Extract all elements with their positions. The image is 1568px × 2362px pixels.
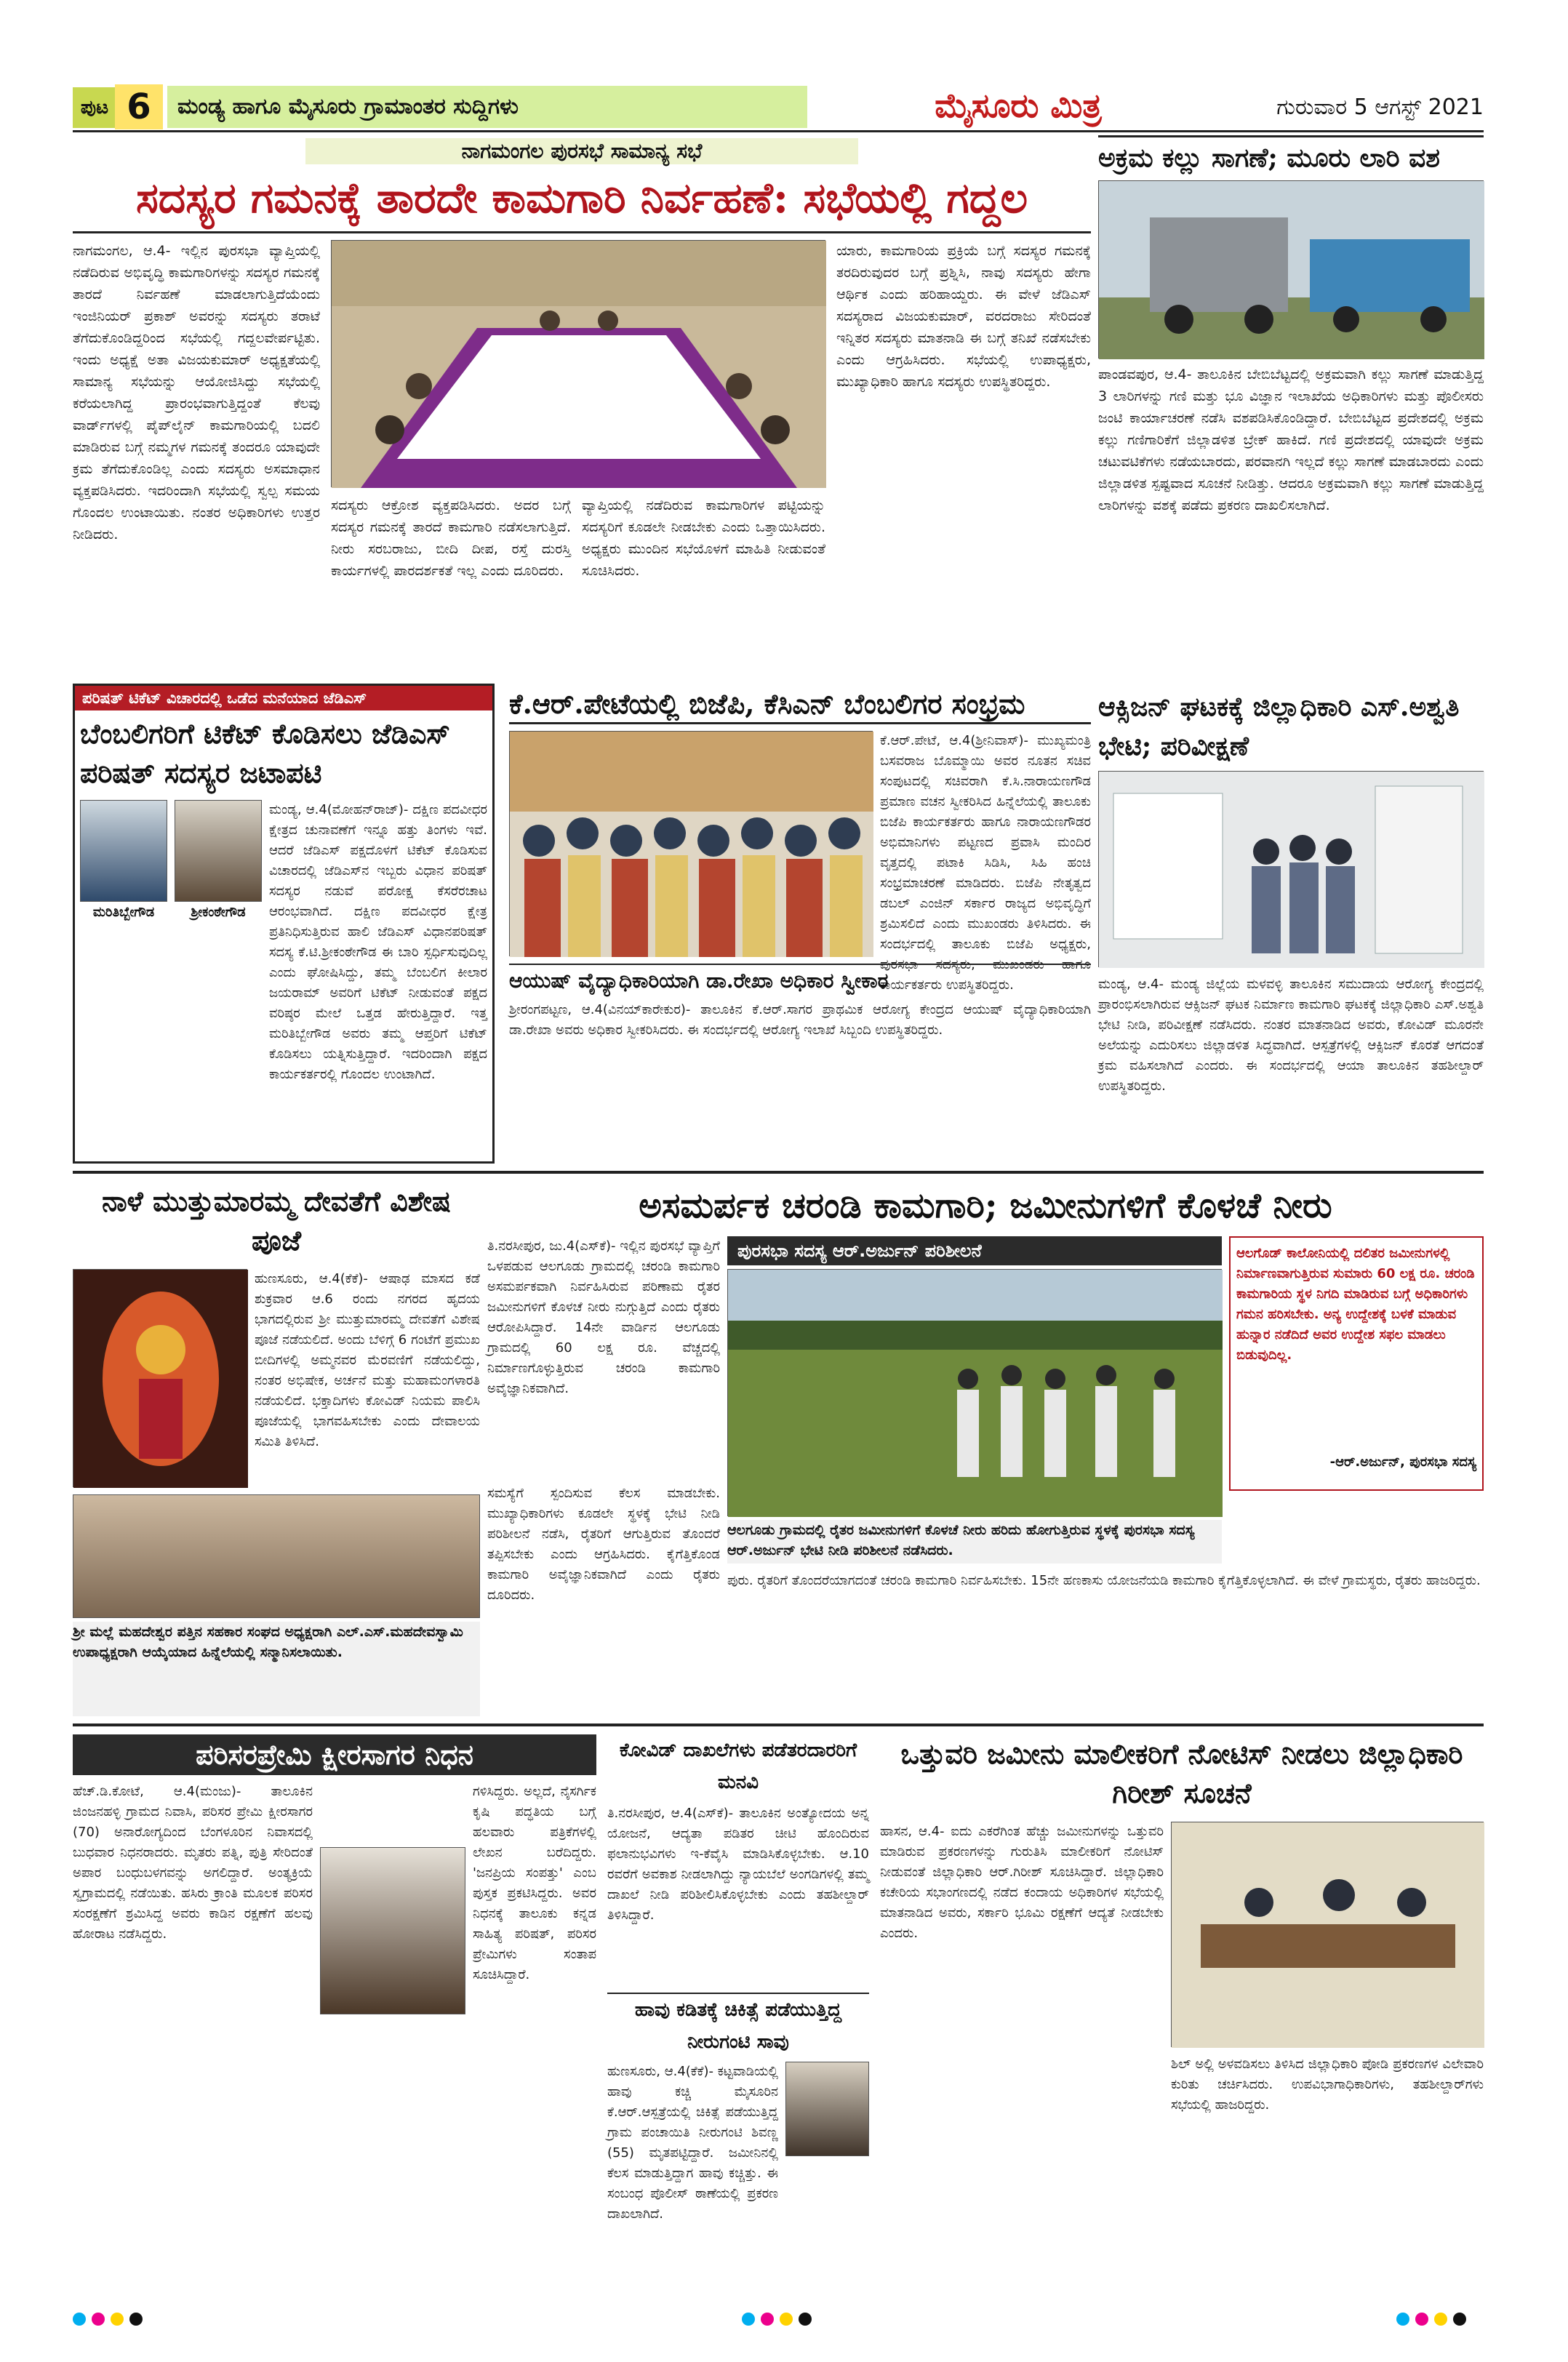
ayush-headline: ಆಯುಷ್ ವೈದ್ಯಾಧಿಕಾರಿಯಾಗಿ ಡಾ.ರೇಖಾ ಅಧಿಕಾರ ಸ್ವೀಕಾರ <box>509 964 1091 996</box>
goddess-photo <box>73 1269 247 1487</box>
kovid-body: ತಿ.ನರಸೀಪುರ, ಆ.4(ಎಸ್‌ಕೆ)- ತಾಲೂಕಿನ ಅಂತ್ಯೋದಯ ಅನ್ನ ಯೋಜನೆ, ಆದ್ಯತಾ ಪಡಿತರ ಚೀಟಿ ಹೊಂದಿರುವ ಫಲಾನುಭವಿಗಳು ಇ-ಕೆವೈಸಿ ಮಾಡಿಸಿಕೊಳ್ಳಬೇಕು. ಆ.10 ರವರೆಗೆ ಅವಕಾಶ ನೀಡಲಾಗಿದ್ದು ನ್ಯಾಯಬೆಲೆ ಅಂಗಡಿಗಳಲ್ಲಿ ತಮ್ಮ ದಾಖಲೆ ನೀಡಿ ಪರಿಶೀಲಿಸಿಕೊಳ್ಳಬೇಕು ಎಂದು ತಹಶೀಲ್ದಾರ್ ತಿಳಿಸಿದ್ದಾರೆ. <box>607 1806 869 1923</box>
drain-quote: ಆಲಗೊಡ್ ಕಾಲೋನಿಯಲ್ಲಿ ದಲಿತರ ಜಮೀನುಗಳಲ್ಲಿ ನಿರ್ಮಾಣವಾಗುತ್ತಿರುವ ಸುಮಾರು 60 ಲಕ್ಷ ರೂ. ಚರಂಡಿ ಕಾಮಗಾರಿಯ ಸ್ಥಳ ನಿಗದಿ ಮಾಡಿರುವ ಬಗ್ಗೆ ಅಧಿಕಾರಿಗಳು ಗಮನ ಹರಿಸಬೇಕು. ಅನ್ಯ ಉದ್ದೇಶಕ್ಕೆ ಬಳಕೆ ಮಾಡುವ ಹುನ್ನಾರ ನಡೆದಿದೆ ಅವರ ಉದ್ದೇಶ ಸಫಲ ಮಾಡಲು ಬಿಡುವುದಿಲ್ಲ. <box>1236 1246 1475 1363</box>
celebration-crowd-image <box>510 732 873 957</box>
portrait-2 <box>175 800 262 902</box>
meeting-hall-image <box>332 241 826 488</box>
drain-photo-caption: ಆಲಗೂಡು ಗ್ರಾಮದಲ್ಲಿ ರೈತರ ಜಮೀನುಗಳಿಗೆ ಕೊಳಚೆ ನೀರು ಹರಿದು ಹೋಗುತ್ತಿರುವ ಸ್ಥಳಕ್ಕೆ ಪುರಸಭಾ ಸದಸ್ಯ ಆರ್.ಅರ್ಜುನ್ ಭೇಟಿ ನೀಡಿ ಪರಿಶೀಲನೆ ನಡೆಸಿದರು. <box>727 1520 1222 1564</box>
drain-quote-box <box>1229 1236 1484 1491</box>
notice-photo <box>1171 1822 1484 2047</box>
lead-col1: ನಾಗಮಂಗಲ, ಆ.4- ಇಲ್ಲಿನ ಪುರಸಭಾ ವ್ಯಾಪ್ತಿಯಲ್ಲಿ ನಡೆದಿರುವ ಅಭಿವೃದ್ಧಿ ಕಾಮಗಾರಿಗಳನ್ನು ಸದಸ್ಯರ ಗಮನಕ್ಕೆ ತಾರದೆ ನಿರ್ವಹಣೆ ಮಾಡಲಾಗುತ್ತಿದೆಯೆಂದು ಇಂಜಿನಿಯರ್ ಪ್ರಕಾಶ್ ಅವರನ್ನು ಸದಸ್ಯರು ತರಾಟೆ ತೆಗೆದುಕೊಂಡಿದ್ದರಿಂದ ಸಭೆಯಲ್ಲಿ ಗದ್ದಲವೇರ್ಪಟ್ಟಿತು. ಇಂದು ಅಧ್ಯಕ್ಷೆ ಅತಾ ವಿಜಯಕುಮಾರ್ ಅಧ್ಯಕ್ಷತೆಯಲ್ಲಿ ಸಾಮಾನ್ಯ ಸಭೆಯನ್ನು ಆಯೋಜಿಸಿದ್ದು ಸಭೆಯಲ್ಲಿ ಕರೆಯಲಾಗಿದ್ದ ಪ್ರಾರಂಭವಾಗುತ್ತಿದ್ದಂತೆ ಕೆಲವು ವಾರ್ಡ್‌ಗಳಲ್ಲಿ ಪೈಪ್‌ಲೈನ್ ಕಾಮಗಾರಿಯಲ್ಲಿ ಬದಲಿ ಮಾಡಿರುವ ಬಗ್ಗೆ ನಮ್ಮಗಳ ಗಮನಕ್ಕೆ ತಂದರೂ ಯಾವುದೇ ಕ್ರಮ ತೆಗೆದುಕೊಂಡಿಲ್ಲ ಎಂದು ಸದಸ್ಯರು ಅಸಮಾಧಾನ ವ್ಯಕ್ತಪಡಿಸಿದರು. ಇದರಿಂದಾಗಿ ಸಭೆಯಲ್ಲಿ ಸ್ವಲ್ಪ ಸಮಯ ಗೊಂದಲ ಉಂಟಾಯಿತು. ನಂತರ ಅಧಿಕಾರಿಗಳು ಉತ್ತರ ನೀಡಿದರು. <box>73 243 320 543</box>
felicitation-caption: ಶ್ರೀ ಮಲ್ಲೆ ಮಹದೇಶ್ವರ ಪತ್ತಿನ ಸಹಕಾರ ಸಂಘದ ಅಧ್ಯಕ್ಷರಾಗಿ ಎಲ್.ಎಸ್.ಮಹದೇವಸ್ವಾಮಿ ಉಪಾಧ್ಯಕ್ಷರಾಗಿ ಆಯ್ಕೆಯಾದ ಹಿನ್ನೆಲೆಯಲ್ಲಿ ಸನ್ಮಾನಿಸಲಾಯಿತು. <box>73 1622 480 1716</box>
drain-quote-by: -ಆರ್.ಅರ್ಜುನ್, ಪುರಸಭಾ ಸದಸ್ಯ <box>1329 1454 1476 1470</box>
notice-body1: ಹಾಸನ, ಆ.4- ಐದು ಎಕರೆಗಿಂತ ಹೆಚ್ಚು ಜಮೀನುಗಳನ್ನು ಒತ್ತುವರಿ ಮಾಡಿರುವ ಪ್ರಕರಣಗಳನ್ನು ಗುರುತಿಸಿ ಮಾಲೀಕರಿಗೆ ನೋಟಿಸ್ ನೀಡುವಂತೆ ಜಿಲ್ಲಾಧಿಕಾರಿ ಆರ್.ಗಿರೀಶ್ ಸೂಚಿಸಿದ್ದಾರೆ. ಜಿಲ್ಲಾಧಿಕಾರಿ ಕಚೇರಿಯ ಸಭಾಂಗಣದಲ್ಲಿ ನಡೆದ ಕಂದಾಯ ಅಧಿಕಾರಿಗಳ ಸಭೆಯಲ್ಲಿ ಮಾತನಾಡಿದ ಅವರು, ಸರ್ಕಾರಿ ಭೂಮಿ ರಕ್ಷಣೆಗೆ ಆದ್ಯತೆ ನೀಡಬೇಕು ಎಂದರು. <box>880 1824 1164 1941</box>
krpete-body: ಕೆ.ಆರ್.ಪೇಟೆ, ಆ.4(ಶ್ರೀನಿವಾಸ್)- ಮುಖ್ಯಮಂತ್ರಿ ಬಸವರಾಜ ಬೊಮ್ಮಾಯಿ ಅವರ ನೂತನ ಸಚಿವ ಸಂಪುಟದಲ್ಲಿ ಸಚಿವರಾಗಿ ಕೆ.ಸಿ.ನಾರಾಯಣಗೌಡ ಪ್ರಮಾಣ ವಚನ ಸ್ವೀಕರಿಸಿದ ಹಿನ್ನೆಲೆಯಲ್ಲಿ ತಾಲೂಕು ಬಿಜೆಪಿ ಕಾರ್ಯಕರ್ತರು ಹಾಗೂ ನಾರಾಯಣಗೌಡರ ಅಭಿಮಾನಿಗಳು ಪಟ್ಟಣದ ಪ್ರವಾಸಿ ಮಂದಿರ ವೃತ್ತದಲ್ಲಿ ಪಟಾಕಿ ಸಿಡಿಸಿ, ಸಿಹಿ ಹಂಚಿ ಸಂಭ್ರಮಾಚರಣೆ ಮಾಡಿದರು. ಬಿಜೆಪಿ ನೇತೃತ್ವದ ಡಬಲ್ ಎಂಜಿನ್ ಸರ್ಕಾರ ರಾಜ್ಯದ ಅಭಿವೃದ್ಧಿಗೆ ಶ್ರಮಿಸಲಿದೆ ಎಂದು ಮುಖಂಡರು ತಿಳಿಸಿದರು. ಈ ಸಂದರ್ಭದಲ್ಲಿ ತಾಲೂಕು ಬಿಜೆಪಿ ಅಧ್ಯಕ್ಷರು, ಪುರಸಭಾ ಸದಸ್ಯರು, ಮುಖಂಡರು ಹಾಗೂ ಕಾರ್ಯಕರ್ತರು ಉಪಸ್ಥಿತರಿದ್ದರು. <box>880 733 1091 993</box>
lorry-image <box>1099 181 1484 359</box>
registration-dots-center <box>742 2313 829 2330</box>
notice-body2: ಶಿಲ್ ಅಲ್ಲಿ ಅಳವಡಿಸಲು ತಿಳಿಸಿದ ಜಿಲ್ಲಾಧಿಕಾರಿ ಪೋಡಿ ಪ್ರಕರಣಗಳ ವಿಲೇವಾರಿ ಕುರಿತು ಚರ್ಚಿಸಿದರು. ಉಪವಿಭಾಗಾಧಿಕಾರಿಗಳು, ತಹಶೀಲ್ದಾರ್‌ಗಳು ಸಭೆಯಲ್ಲಿ ಹಾಜರಿದ್ದರು. <box>1171 2057 1484 2113</box>
obit-body1: ಹೆಚ್.ಡಿ.ಕೋಟೆ, ಆ.4(ಮಂಜು)- ತಾಲೂಕಿನ ಜಿಂಜನಹಳ್ಳಿ ಗ್ರಾಮದ ನಿವಾಸಿ, ಪರಿಸರ ಪ್ರೇಮಿ ಕ್ಷೀರಸಾಗರ (70) ಅನಾರೋಗ್ಯದಿಂದ ಬೆಂಗಳೂರಿನ ನಿವಾಸದಲ್ಲಿ ಬುಧವಾರ ನಿಧನರಾದರು. ಮೃತರು ಪತ್ನಿ, ಪುತ್ರಿ ಸೇರಿದಂತೆ ಅಪಾರ ಬಂಧುಬಳಗವನ್ನು ಅಗಲಿದ್ದಾರೆ. ಅಂತ್ಯಕ್ರಿಯೆ ಸ್ವಗ್ರಾಮದಲ್ಲಿ ನಡೆಯಿತು. ಹಸಿರು ಕ್ರಾಂತಿ ಮೂಲಕ ಪರಿಸರ ಸಂರಕ್ಷಣೆಗೆ ಶ್ರಮಿಸಿದ್ದ ಅವರು ಕಾಡಿನ ರಕ್ಷಣೆಗೆ ಹಲವು ಹೋರಾಟ ನಡೆಸಿದ್ದರು. <box>73 1784 313 1942</box>
puja-headline: ನಾಳೆ ಮುತ್ತುಮಾರಮ್ಮ ದೇವತೆಗೆ ವಿಶೇಷ ಪೂಜೆ <box>102 1185 451 1257</box>
rule <box>73 1724 1484 1726</box>
portrait-1-name: ಮರಿತಿಬ್ಬೇಗೌಡ <box>92 905 155 920</box>
oxygen-body: ಮಂಡ್ಯ, ಆ.4- ಮಂಡ್ಯ ಜಿಲ್ಲೆಯ ಮಳವಳ್ಳಿ ತಾಲೂಕಿನ ಸಮುದಾಯ ಆರೋಗ್ಯ ಕೇಂದ್ರದಲ್ಲಿ ಪ್ರಾರಂಭಿಸಲಾಗಿರುವ ಆಕ್ಸಿಜನ್ ಘಟಕ ನಿರ್ಮಾಣ ಕಾಮಗಾರಿ ಘಟಕಕ್ಕೆ ಜಿಲ್ಲಾಧಿಕಾರಿ ಎಸ್.ಅಶ್ವತಿ ಭೇಟಿ ನೀಡಿ, ಪರಿವೀಕ್ಷಣೆ ನಡೆಸಿದರು. ನಂತರ ಮಾತನಾಡಿದ ಅವರು, ಕೋವಿಡ್ ಮೂರನೇ ಅಲೆಯನ್ನು ಎದುರಿಸಲು ಜಿಲ್ಲಾಡಳಿತ ಸಿದ್ಧವಾಗಿದೆ. ಆಸ್ಪತ್ರೆಗಳಲ್ಲಿ ಆಕ್ಸಿಜನ್ ಕೊರತೆ ಆಗದಂತೆ ಕ್ರಮ ವಹಿಸಲಾಗಿದೆ ಎಂದರು. ಈ ಸಂದರ್ಭದಲ್ಲಿ ಆಯಾ ತಾಲೂಕಿನ ತಹಶೀಲ್ದಾರ್ ಉಪಸ್ಥಿತರಿದ್ದರು. <box>1098 977 1484 1094</box>
jds-headline: ಬೆಂಬಲಿಗರಿಗೆ ಟಿಕೆಟ್ ಕೊಡಿಸಲು ಜೆಡಿಎಸ್ ಪರಿಷತ್ ಸದಸ್ಯರ ಜಟಾಪಟಿ <box>80 717 450 789</box>
oxygen-headline: ಆಕ್ಸಿಜನ್ ಘಟಕಕ್ಕೆ ಜಿಲ್ಲಾಧಿಕಾರಿ ಎಸ್.ಅಶ್ವತಿ ಭೇಟಿ; ಪರಿವೀಕ್ಷಣೆ <box>1098 692 1460 761</box>
section-title: ಮಂಡ್ಯ ಹಾಗೂ ಮೈಸೂರು ಗ್ರಾಮಾಂತರ ಸುದ್ದಿಗಳು <box>167 86 807 128</box>
yellow-dot <box>111 2313 124 2326</box>
obit-portrait <box>320 1847 465 2014</box>
yellow-dot <box>780 2313 793 2326</box>
rule <box>73 231 1091 233</box>
snakebite-portrait <box>785 2062 869 2156</box>
obit-headline: ಪರಿಸರಪ್ರೇಮಿ ಕ್ಷೀರಸಾಗರ ನಿಧನ <box>73 1734 596 1775</box>
lead-col2: ಸದಸ್ಯರು ಆಕ್ರೋಶ ವ್ಯಕ್ತಪಡಿಸಿದರು. ಅದರ ಬಗ್ಗೆ ಸದಸ್ಯರ ಗಮನಕ್ಕೆ ತಾರದೆ ಕಾಮಗಾರಿ ನಡೆಸಲಾಗುತ್ತಿದೆ. ನೀರು ಸರಬರಾಜು, ಬೀದಿ ದೀಪ, ರಸ್ತೆ ದುರಸ್ತಿ ಕಾರ್ಯಗಳಲ್ಲಿ ಪಾರದರ್ಶಕತೆ ಇಲ್ಲ ಎಂದು ದೂರಿದರು. <box>331 497 571 579</box>
rule <box>1098 135 1484 137</box>
notice-headline: ಒತ್ತುವರಿ ಜಮೀನು ಮಾಲೀಕರಿಗೆ ನೋಟಿಸ್ ನೀಡಲು ಜಿಲ್ಲಾಧಿಕಾರಿ ಗಿರೀಶ್ ಸೂಚನೆ <box>900 1737 1463 1809</box>
drain-photo <box>727 1269 1222 1516</box>
felicitation-photo <box>73 1494 480 1618</box>
krpete-photo <box>509 731 873 956</box>
drain-headline: ಅಸಮರ್ಪಕ ಚರಂಡಿ ಕಾಮಗಾರಿ; ಜಮೀನುಗಳಿಗೆ ಕೊಳಚೆ ನೀರು <box>639 1185 1332 1226</box>
yellow-dot <box>1434 2313 1447 2326</box>
page-label: ಪುಟ <box>73 87 116 128</box>
stone-headline: ಅಕ್ರಮ ಕಲ್ಲು ಸಾಗಣೆ; ಮೂರು ಲಾರಿ ವಶ <box>1098 143 1440 173</box>
portrait-1 <box>80 800 167 902</box>
puja-body: ಹುಣಸೂರು, ಆ.4(ಕೆಕೆ)- ಆಷಾಢ ಮಾಸದ ಕಡೆ ಶುಕ್ರವಾರ ಆ.6 ರಂದು ನಗರದ ಹೃದಯ ಭಾಗದಲ್ಲಿರುವ ಶ್ರೀ ಮುತ್ತುಮಾರಮ್ಮ ದೇವತೆಗೆ ವಿಶೇಷ ಪೂಜೆ ನಡೆಯಲಿದೆ. ಅಂದು ಬೆಳಿಗ್ಗೆ 6 ಗಂಟೆಗೆ ಪ್ರಮುಖ ಬೀದಿಗಳಲ್ಲಿ ಅಮ್ಮನವರ ಮೆರವಣಿಗೆ ನಡೆಯಲಿದ್ದು, ನಂತರ ಅಭಿಷೇಕ, ಅರ್ಚನೆ ಮತ್ತು ಮಹಾಮಂಗಳಾರತಿ ನಡೆಯಲಿದೆ. ಭಕ್ತಾದಿಗಳು ಕೋವಿಡ್ ನಿಯಮ ಪಾಲಿಸಿ ಪೂಜೆಯಲ್ಲಿ ಭಾಗವಹಿಸಬೇಕು ಎಂದು ದೇವಾಲಯ ಸಮಿತಿ ತಿಳಿಸಿದೆ. <box>255 1271 480 1449</box>
lead-headline: ಸದಸ್ಯರ ಗಮನಕ್ಕೆ ತಾರದೇ ಕಾಮಗಾರಿ ನಿರ್ವಹಣೆ: ಸಭೆಯಲ್ಲಿ ಗದ್ದಲ <box>135 173 1028 223</box>
drain-subhead: ಪುರಸಭಾ ಸದಸ್ಯ ಆರ್.ಅರ್ಜುನ್ ಪರಿಶೀಲನೆ <box>727 1236 1222 1265</box>
krpete-headline: ಕೆ.ಆರ್.ಪೇಟೆಯಲ್ಲಿ ಬಿಜೆಪಿ, ಕೆಸಿಎನ್ ಬೆಂಬಲಿಗರ ಸಂಭ್ರಮ <box>509 684 1091 724</box>
ayush-body: ಶ್ರೀರಂಗಪಟ್ಟಣ, ಆ.4(ವಿನಯ್‌ಕಾರೇಕುರ)- ತಾಲೂಕಿನ ಕೆ.ಆರ್.ಸಾಗರ ಪ್ರಾಥಮಿಕ ಆರೋಗ್ಯ ಕೇಂದ್ರದ ಆಯುಷ್ ವೈದ್ಯಾಧಿಕಾರಿಯಾಗಿ ಡಾ.ರೇಖಾ ಅವರು ಅಧಿಕಾರ ಸ್ವೀಕರಿಸಿದರು. ಈ ಸಂದರ್ಭದಲ್ಲಿ ಆರೋಗ್ಯ ಇಲಾಖೆ ಸಿಬ್ಬಂದಿ ಉಪಸ್ಥಿತರಿದ್ದರು. <box>509 1002 1091 1038</box>
lorry-photo <box>1098 180 1484 359</box>
snakebite-headline: ಹಾವು ಕಡಿತಕ್ಕೆ ಚಿಕಿತ್ಸೆ ಪಡೆಯುತ್ತಿದ್ದ ನೀರುಗಂಟಿ ಸಾವು <box>607 1993 869 2058</box>
cyan-dot <box>1396 2313 1409 2326</box>
cyan-dot <box>742 2313 755 2326</box>
stone-body: ಪಾಂಡವಪುರ, ಆ.4- ತಾಲೂಕಿನ ಬೇಬಿಬೆಟ್ಟದಲ್ಲಿ ಅಕ್ರಮವಾಗಿ ಕಲ್ಲು ಸಾಗಣೆ ಮಾಡುತ್ತಿದ್ದ 3 ಲಾರಿಗಳನ್ನು ಗಣಿ ಮತ್ತು ಭೂ ವಿಜ್ಞಾನ ಇಲಾಖೆಯ ಅಧಿಕಾರಿಗಳು ಮತ್ತು ಪೊಲೀಸರು ಜಂಟಿ ಕಾರ್ಯಾಚರಣೆ ನಡೆಸಿ ವಶಪಡಿಸಿಕೊಂಡಿದ್ದಾರೆ. ಬೇಬಿಬೆಟ್ಟದ ಪ್ರದೇಶದಲ್ಲಿ ಅಕ್ರಮ ಕಲ್ಲು ಗಣಿಗಾರಿಕೆಗೆ ಜಿಲ್ಲಾಡಳಿತ ಬ್ರೇಕ್ ಹಾಕಿದೆ. ಗಣಿ ಪ್ರದೇಶದಲ್ಲಿ ಯಾವುದೇ ಅಕ್ರಮ ಚಟುವಟಿಕೆಗಳು ನಡೆಯಬಾರದು, ಪರವಾನಗಿ ಇಲ್ಲದೆ ಕಲ್ಲು ಸಾಗಣೆ ಮಾಡಬಾರದು ಎಂದು ಜಿಲ್ಲಾಡಳಿತ ಸ್ಪಷ್ಟವಾದ ಸೂಚನೆ ನೀಡಿತ್ತು. ಆದರೂ ಅಕ್ರಮವಾಗಿ ಕಲ್ಲು ಸಾಗಣೆ ಮಾಡುತ್ತಿದ್ದ ಲಾರಿಗಳನ್ನು ವಶಕ್ಕೆ ಪಡೆದು ಪ್ರಕರಣ ದಾಖಲಿಸಲಾಗಿದೆ. <box>1098 367 1484 513</box>
black-dot <box>799 2313 812 2326</box>
lead-kicker: ನಾಗಮಂಗಲ ಪುರಸಭೆ ಸಾಮಾನ್ಯ ಸಭೆ <box>305 138 858 164</box>
black-dot <box>1453 2313 1466 2326</box>
lead-photo <box>331 240 825 487</box>
registration-dots-left <box>73 2313 160 2330</box>
goddess-idol-image <box>73 1270 248 1488</box>
magenta-dot <box>92 2313 105 2326</box>
registration-dots-right <box>1396 2313 1484 2330</box>
obit-body2: ಗಳಿಸಿದ್ದರು. ಅಲ್ಲದೆ, ನೈಸರ್ಗಿಕ ಕೃಷಿ ಪದ್ಧತಿಯ ಬಗ್ಗೆ ಹಲವಾರು ಪತ್ರಿಕೆಗಳಲ್ಲಿ ಲೇಖನ ಬರೆದಿದ್ದರು. 'ಜನಪ್ರಿಯ ಸಂಪತ್ತು' ಎಂಬ ಪುಸ್ತಕ ಪ್ರಕಟಿಸಿದ್ದರು. ಅವರ ನಿಧನಕ್ಕೆ ತಾಲೂಕು ಕನ್ನಡ ಸಾಹಿತ್ಯ ಪರಿಷತ್, ಪರಿಸರ ಪ್ರೇಮಿಗಳು ಸಂತಾಪ ಸೂಚಿಸಿದ್ದಾರೆ. <box>473 1784 596 1982</box>
rule <box>73 1171 1484 1174</box>
field-inspection-image <box>728 1270 1223 1517</box>
jds-body: ಮಂಡ್ಯ, ಆ.4(ಮೋಹನ್‌ರಾಜ್)- ದಕ್ಷಿಣ ಪದವೀಧರ ಕ್ಷೇತ್ರದ ಚುನಾವಣೆಗೆ ಇನ್ನೂ ಹತ್ತು ತಿಂಗಳು ಇವೆ. ಆದರೆ ಜೆಡಿಎಸ್ ಪಕ್ಷದೊಳಗೆ ಟಿಕೆಟ್ ಕೊಡಿಸುವ ವಿಚಾರದಲ್ಲಿ ಜೆಡಿಎಸ್‌ನ ಇಬ್ಬರು ವಿಧಾನ ಪರಿಷತ್ ಸದಸ್ಯರ ನಡುವೆ ಪರೋಕ್ಷ ಕೆಸರೆರಚಾಟ ಆರಂಭವಾಗಿದೆ. ದಕ್ಷಿಣ ಪದವೀಧರ ಕ್ಷೇತ್ರ ಪ್ರತಿನಿಧಿಸುತ್ತಿರುವ ಹಾಲಿ ಜೆಡಿಎಸ್ ವಿಧಾನಪರಿಷತ್ ಸದಸ್ಯ ಕೆ.ಟಿ.ಶ್ರೀಕಂಠೇಗೌಡ ಈ ಬಾರಿ ಸ್ಪರ್ಧಿಸುವುದಿಲ್ಲ ಎಂದು ಘೋಷಿಸಿದ್ದು, ತಮ್ಮ ಬೆಂಬಲಿಗ ಕೀಲಾರ ಜಯರಾಮ್ ಅವರಿಗೆ ಟಿಕೆಟ್ ನೀಡುವಂತೆ ಪಕ್ಷದ ವರಿಷ್ಠರ ಮೇಲೆ ಒತ್ತಡ ಹೇರುತ್ತಿದ್ದಾರೆ. ಇತ್ತ ಮರಿತಿಬ್ಬೇಗೌಡ ಅವರು ತಮ್ಮ ಆಪ್ತರಿಗೆ ಟಿಕೆಟ್ ಕೊಡಿಸಲು ಯತ್ನಿಸುತ್ತಿದ್ದಾರೆ. ಇದರಿಂದಾಗಿ ಪಕ್ಷದ ಕಾರ್ಯಕರ್ತರಲ್ಲಿ ಗೊಂದಲ ಉಂಟಾಗಿದೆ. <box>269 802 487 1082</box>
lead-col4: ಯಾರು, ಕಾಮಗಾರಿಯ ಪ್ರಕ್ರಿಯೆ ಬಗ್ಗೆ ಸದಸ್ಯರ ಗಮನಕ್ಕೆ ತರದಿರುವುದರ ಬಗ್ಗೆ ಪ್ರಶ್ನಿಸಿ, ನಾವು ಸದಸ್ಯರು ಹೇಗಾ ಆರ್ಥಿಕ ಎಂದು ಹರಿಹಾಯ್ದರು. ಈ ವೇಳೆ ಜೆಡಿಎಸ್ ಸದಸ್ಯರಾದ ವಿಜಯಕುಮಾರ್, ವರದರಾಜು ಸೇರಿದಂತೆ ಇನ್ನಿತರ ಸದಸ್ಯರು ಮಾತನಾಡಿ ಈ ಬಗ್ಗೆ ತನಿಖೆ ನಡೆಸಬೇಕು ಎಂದು ಆಗ್ರಹಿಸಿದರು. ಸಭೆಯಲ್ಲಿ ಉಪಾಧ್ಯಕ್ಷರು, ಮುಖ್ಯಾಧಿಕಾರಿ ಹಾಗೂ ಸದಸ್ಯರು ಉಪಸ್ಥಿತರಿದ್ದರು. <box>836 243 1091 390</box>
snakebite-body: ಹುಣಸೂರು, ಆ.4(ಕೆಕೆ)- ಕಟ್ಟವಾಡಿಯಲ್ಲಿ ಹಾವು ಕಚ್ಚಿ ಮೈಸೂರಿನ ಕೆ.ಆರ್.ಆಸ್ಪತ್ರೆಯಲ್ಲಿ ಚಿಕಿತ್ಸೆ ಪಡೆಯುತ್ತಿದ್ದ ಗ್ರಾಮ ಪಂಚಾಯಿತಿ ನೀರುಗಂಟಿ ಶಿವಣ್ಣ (55) ಮೃತಪಟ್ಟಿದ್ದಾರೆ. ಜಮೀನಿನಲ್ಲಿ ಕೆಲಸ ಮಾಡುತ್ತಿದ್ದಾಗ ಹಾವು ಕಚ್ಚಿತ್ತು. ಈ ಸಂಬಂಧ ಪೊಲೀಸ್ ಠಾಣೆಯಲ್ಲಿ ಪ್ರಕರಣ ದಾಖಲಾಗಿದೆ. <box>607 2064 778 2222</box>
black-dot <box>129 2313 143 2326</box>
drain-body1: ತಿ.ನರಸೀಪುರ, ಜು.4(ಎಸ್‌ಕೆ)- ಇಲ್ಲಿನ ಪುರಸಭೆ ವ್ಯಾಪ್ತಿಗೆ ಒಳಪಡುವ ಆಲಗೂಡು ಗ್ರಾಮದಲ್ಲಿ ಚರಂಡಿ ಕಾಮಗಾರಿ ಅಸಮರ್ಪಕವಾಗಿ ನಿರ್ವಹಿಸಿರುವ ಪರಿಣಾಮ ರೈತರ ಜಮೀನುಗಳಿಗೆ ಕೊಳಚೆ ನೀರು ನುಗ್ಗುತ್ತಿದೆ ಎಂದು ರೈತರು ಆರೋಪಿಸಿದ್ದಾರೆ. 14ನೇ ವಾರ್ಡಿನ ಆಲಗೂಡು ಗ್ರಾಮದಲ್ಲಿ 60 ಲಕ್ಷ ರೂ. ವೆಚ್ಚದಲ್ಲಿ ನಿರ್ಮಾಣಗೊಳ್ಳುತ್ತಿರುವ ಚರಂಡಿ ಕಾಮಗಾರಿ ಅವೈಜ್ಞಾನಿಕವಾಗಿದೆ. <box>487 1238 720 1396</box>
meeting-room-image <box>1172 1822 1484 2048</box>
oxygen-plant-image <box>1099 772 1484 968</box>
cyan-dot <box>73 2313 86 2326</box>
lead-col3: ವ್ಯಾಪ್ತಿಯಲ್ಲಿ ನಡೆದಿರುವ ಕಾಮಗಾರಿಗಳ ಪಟ್ಟಿಯನ್ನು ಸದಸ್ಯರಿಗೆ ಕೂಡಲೇ ನೀಡಬೇಕು ಎಂದು ಒತ್ತಾಯಿಸಿದರು. ಅಧ್ಯಕ್ಷರು ಮುಂದಿನ ಸಭೆಯೊಳಗೆ ಮಾಹಿತಿ ನೀಡುವಂತೆ ಸೂಚಿಸಿದರು. <box>582 497 825 579</box>
oxygen-photo <box>1098 771 1484 967</box>
drain-body2: ಸಮಸ್ಯೆಗೆ ಸ್ಪಂದಿಸುವ ಕೆಲಸ ಮಾಡಬೇಕು. ಮುಖ್ಯಾಧಿಕಾರಿಗಳು ಕೂಡಲೇ ಸ್ಥಳಕ್ಕೆ ಭೇಟಿ ನೀಡಿ ಪರಿಶೀಲನೆ ನಡೆಸಿ, ರೈತರಿಗೆ ಆಗುತ್ತಿರುವ ತೊಂದರೆ ತಪ್ಪಿಸಬೇಕು ಎಂದು ಆಗ್ರಹಿಸಿದರು. ಕೈಗೆತ್ತಿಕೊಂಡ ಕಾಮಗಾರಿ ಅವೈಜ್ಞಾನಿಕವಾಗಿದೆ ಎಂದು ರೈತರು ದೂರಿದರು. <box>487 1486 720 1603</box>
magenta-dot <box>761 2313 774 2326</box>
magenta-dot <box>1415 2313 1428 2326</box>
drain-body3: ಪುರು. ರೈತರಿಗೆ ತೊಂದರೆಯಾಗದಂತೆ ಚರಂಡಿ ಕಾಮಗಾರಿ ನಿರ್ವಹಿಸಬೇಕು. 15ನೇ ಹಣಕಾಸು ಯೋಜನೆಯಡಿ ಕಾಮಗಾರಿ ಕೈಗೆತ್ತಿಕೊಳ್ಳಲಾಗಿದೆ. ಈ ವೇಳೆ ಗ್ರಾಮಸ್ಥರು, ರೈತರು ಹಾಜರಿದ್ದರು. <box>727 1573 1481 1588</box>
issue-date: ಗುರುವಾರ 5 ಆಗಸ್ಟ್ 2021 <box>1276 95 1484 120</box>
lead-kicker-row <box>73 138 1091 164</box>
page-number: 6 <box>115 84 163 129</box>
portrait-2-name: ಶ್ರೀಕಂಠೇಗೌಡ <box>191 905 246 920</box>
paper-logo: ಮೈಸೂರು ಮಿತ್ರ <box>935 86 1102 125</box>
kovid-headline: ಕೋವಿಡ್ ದಾಖಲೆಗಳು ಪಡೆತರದಾರರಿಗೆ ಮನವಿ <box>619 1740 857 1793</box>
jds-kicker: ಪರಿಷತ್ ಟಿಕೆಟ್ ವಿಚಾರದಲ್ಲಿ ಒಡೆದ ಮನೆಯಾದ ಜೆಡಿಎಸ್ <box>75 686 492 710</box>
masthead <box>73 81 1484 132</box>
